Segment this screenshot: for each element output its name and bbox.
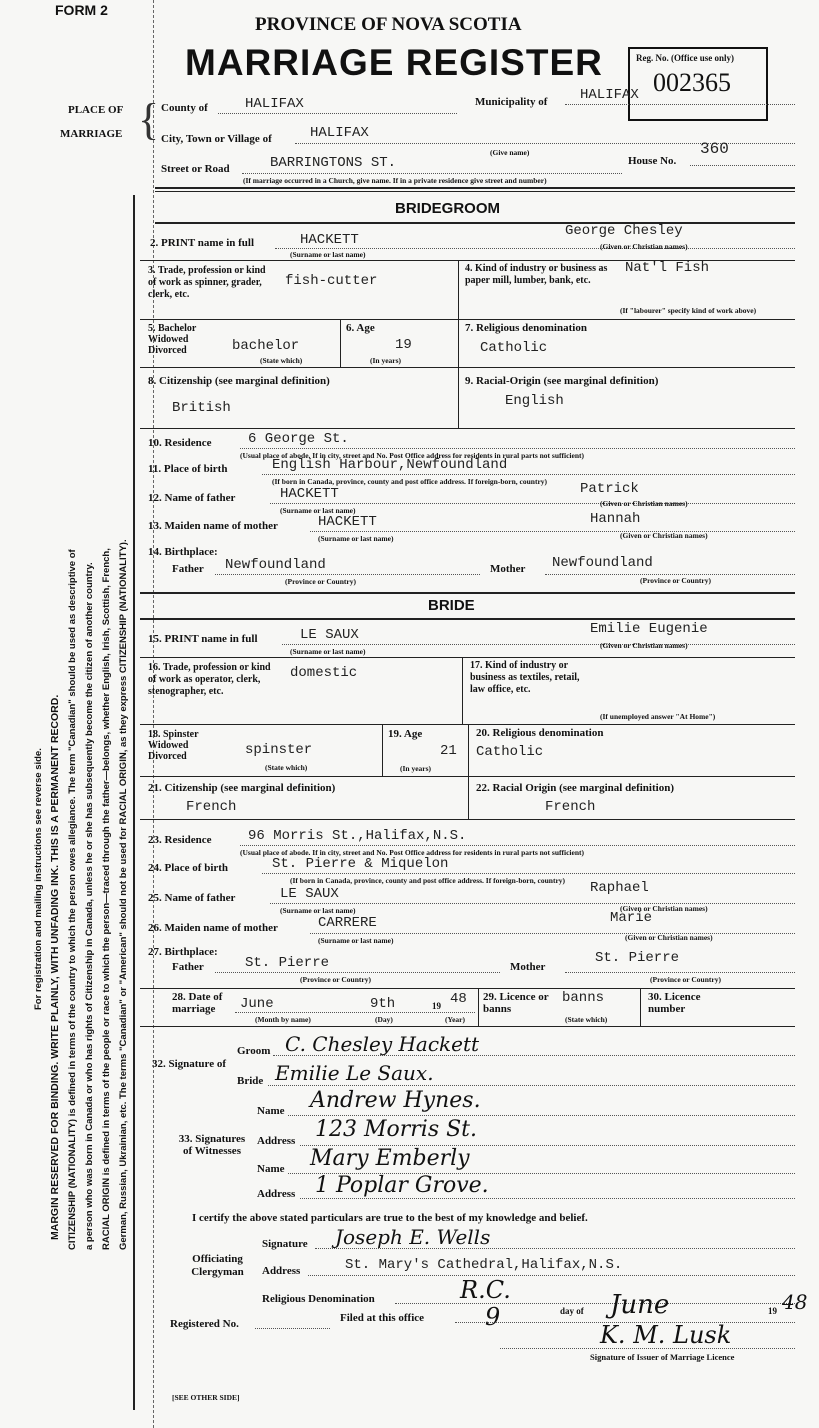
- licence-banns-label: 29. Licence or banns: [483, 991, 549, 1015]
- bride-mother-given: Marie: [610, 910, 653, 926]
- age-label: 6. Age: [346, 322, 375, 334]
- father-label: 12. Name of father: [148, 492, 236, 504]
- note: (Usual place of abode. If in city, street and No. Post Office address for residents in rural parts not sufficient): [240, 451, 585, 460]
- reg-number: 002365: [653, 68, 731, 97]
- filed-year: 48: [782, 1290, 808, 1314]
- citizenship-label: 21. Citizenship (see marginal definition): [148, 782, 336, 794]
- filed-year-prefix: 19: [768, 1306, 777, 1316]
- clergyman-label: Officiating Clergyman: [191, 1253, 244, 1278]
- clergy-signature-label: Signature: [262, 1238, 308, 1250]
- trade-label: 3. Trade, profession or kind of work as spinner, grader, clerk, etc.: [148, 265, 266, 300]
- bride-surname: LE SAUX: [300, 627, 359, 643]
- bride-citizenship: French: [186, 799, 237, 815]
- margin-note: For registration and mailing instructions see reverse side.: [33, 748, 44, 1010]
- year-prefix: 19: [432, 1001, 441, 1011]
- marriage-year: 48: [450, 991, 467, 1007]
- signature-label: 32. Signature of: [151, 1058, 227, 1070]
- groom-citizenship: British: [172, 400, 231, 416]
- note: (Usual place of abode. If in city, street and No. Post Office address for residents in rural parts not sufficient): [240, 848, 585, 857]
- city-value: HALIFAX: [310, 125, 369, 141]
- note: (Given or Christian names): [600, 499, 688, 508]
- note: (Surname or last name): [280, 506, 356, 515]
- marital-status-label: 5. Bachelor Widowed Divorced: [148, 323, 197, 356]
- groom-given: George Chesley: [565, 223, 683, 239]
- mother-bp-label: Mother: [490, 563, 526, 575]
- section-bridegroom: BRIDEGROOM: [395, 200, 500, 217]
- note: (In years): [370, 356, 402, 365]
- groom-father-given: Patrick: [580, 481, 639, 497]
- marriage-day: 9th: [370, 996, 396, 1012]
- bride-father-given: Raphael: [590, 880, 649, 896]
- birthplace-parents-label: 14. Birthplace:: [148, 546, 218, 558]
- county-value: HALIFAX: [245, 96, 304, 112]
- city-label: City, Town or Village of: [161, 133, 272, 145]
- groom-mother-birthplace: Newfoundland: [552, 555, 653, 571]
- margin-note: CITIZENSHIP (NATIONALITY) is defined in terms of the country to which the person owes allegiance. The term "Canadian" should be used as descriptive of: [67, 549, 78, 1250]
- mother-bp-label: Mother: [510, 961, 546, 973]
- groom-status: bachelor: [232, 338, 300, 354]
- mother-label: 13. Maiden name of mother: [148, 520, 278, 532]
- bride-label: Bride: [237, 1075, 264, 1087]
- note: (Province or Country): [640, 576, 711, 585]
- groom-name-label: 2. PRINT name in full: [150, 237, 255, 249]
- note: (Given or Christian names): [620, 904, 708, 913]
- note: (State which): [265, 763, 308, 772]
- bride-given: Emilie Eugenie: [590, 621, 708, 637]
- groom-father-birthplace: Newfoundland: [225, 557, 326, 573]
- margin-notes: [30, 250, 132, 1250]
- bride-status: spinster: [245, 742, 313, 758]
- origin-label: 9. Racial-Origin (see marginal definition): [465, 375, 659, 387]
- groom-father-surname: HACKETT: [280, 486, 339, 502]
- witness2-name: Mary Emberly: [310, 1146, 470, 1171]
- birthplace-label: 24. Place of birth: [148, 862, 229, 874]
- bride-trade: domestic: [290, 665, 358, 681]
- note: (Surname or last name): [280, 906, 356, 915]
- note: (In years): [400, 764, 432, 773]
- groom-mother-surname: HACKETT: [318, 514, 377, 530]
- house-label: House No.: [628, 155, 677, 167]
- religion-label: 20. Religious denomination: [476, 727, 604, 739]
- clergy-address-label: Address: [262, 1265, 301, 1277]
- groom-residence: 6 George St.: [248, 431, 349, 447]
- note: (Day): [375, 1015, 393, 1024]
- bride-name-label: 15. PRINT name in full: [148, 633, 258, 645]
- bride-residence: 96 Morris St.,Halifax,N.S.: [248, 828, 467, 844]
- residence-label: 10. Residence: [148, 437, 212, 449]
- marriage-month: June: [240, 996, 274, 1012]
- witness-name-label: Name: [257, 1163, 285, 1175]
- bride-signature: Emilie Le Saux.: [275, 1061, 434, 1085]
- margin-note: a person who was born in Canada or who has rights of Citizenship in Canada, unless he or she has subsequently become the citizen of another country.: [84, 562, 95, 1250]
- issuer-signature: K. M. Lusk: [600, 1321, 732, 1349]
- father-label: 25. Name of father: [148, 892, 236, 904]
- clergy-address: St. Mary's Cathedral,Halifax,N.S.: [345, 1257, 623, 1273]
- groom-religion: Catholic: [480, 340, 548, 356]
- witnesses-label: 33. Signatures of Witnesses: [178, 1133, 246, 1157]
- groom-signature: C. Chesley Hackett: [285, 1032, 480, 1056]
- bride-mother-birthplace: St. Pierre: [595, 950, 680, 966]
- groom-birthplace: English Harbour,Newfoundland: [272, 457, 508, 473]
- filed-label: Filed at this office: [340, 1312, 425, 1324]
- witness2-address: 1 Poplar Grove.: [315, 1173, 489, 1198]
- note: (Surname or last name): [318, 534, 394, 543]
- witness1-address: 123 Morris St.: [315, 1117, 478, 1142]
- birthplace-label: 11. Place of birth: [148, 463, 228, 475]
- witness1-name: Andrew Hynes.: [310, 1088, 481, 1113]
- denomination-value: R.C.: [460, 1276, 511, 1304]
- witness-name-label: Name: [257, 1105, 285, 1117]
- brace-decoration: {: [138, 95, 160, 144]
- place-label: PLACE OF: [68, 104, 124, 116]
- issuer-label: Signature of Issuer of Marriage Licence: [590, 1352, 735, 1362]
- note: (State which): [260, 356, 303, 365]
- bride-father-surname: LE SAUX: [280, 886, 339, 902]
- margin-note: RACIAL ORIGIN is defined in terms of the people or race to which the person—traced through the father—belongs, whether English, Irish, Scottish, French,: [101, 548, 112, 1250]
- groom-mother-given: Hannah: [590, 511, 641, 527]
- note: (If unemployed answer "At Home"): [600, 712, 716, 721]
- mother-label: 26. Maiden name of mother: [148, 922, 278, 934]
- licence-type: banns: [562, 990, 605, 1006]
- street-note: (If marriage occurred in a Church, give name. If in a private residence give street and number): [243, 176, 547, 185]
- reg-label: Reg. No. (Office use only): [636, 53, 734, 63]
- note: (Given or Christian names): [600, 641, 688, 650]
- give-name-note: (Give name): [490, 148, 530, 157]
- note: (Surname or last name): [290, 250, 366, 259]
- bride-birthplace: St. Pierre & Miquelon: [272, 856, 449, 872]
- trade-label: 16. Trade, profession or kind of work as operator, clerk, stenographer, etc.: [148, 662, 271, 697]
- margin-note: German, Russian, Ukrainian, etc. The terms "Canadian" or "American" should not be used for RACIAL ORIGIN, as they express CITIZENSHIP (NATIONALITY).: [118, 539, 129, 1250]
- age-label: 19. Age: [388, 728, 423, 740]
- see-other-side: [SEE OTHER SIDE]: [172, 1393, 240, 1402]
- clergy-signature: Joseph E. Wells: [335, 1225, 491, 1249]
- note: (State which): [565, 1015, 608, 1024]
- municipality-label: Municipality of: [475, 96, 548, 108]
- page-title: MARRIAGE REGISTER: [185, 42, 603, 83]
- groom-age: 19: [395, 337, 412, 353]
- residence-label: 23. Residence: [148, 834, 212, 846]
- registered-no-label: Registered No.: [170, 1318, 239, 1330]
- section-bride: BRIDE: [428, 597, 475, 614]
- filed-month: June: [610, 1290, 670, 1320]
- groom-industry: Nat'l Fish: [625, 260, 710, 276]
- filed-day: 9: [485, 1303, 501, 1331]
- certification-text: I certify the above stated particulars are true to the best of my knowledge and belief.: [192, 1212, 588, 1224]
- citizenship-label: 8. Citizenship (see marginal definition): [148, 375, 330, 387]
- note: (Year): [445, 1015, 465, 1024]
- licence-number-label: 30. Licence number: [648, 991, 701, 1015]
- province-title: PROVINCE OF NOVA SCOTIA: [255, 14, 522, 35]
- note: (If born in Canada, province, county and post office address. If foreign-born, country): [272, 477, 548, 486]
- groom-trade: fish-cutter: [285, 273, 378, 289]
- note: (Surname or last name): [290, 647, 366, 656]
- note: (Province or Country): [285, 577, 356, 586]
- industry-label: 17. Kind of industry or business as textiles, retail, law office, etc.: [470, 660, 580, 695]
- groom-label: Groom: [237, 1045, 271, 1057]
- margin-note: MARGIN RESERVED FOR BINDING. WRITE PLAINLY, WITH UNFADING INK. THIS IS A PERMANENT RECORD.: [49, 694, 61, 1240]
- note: (Surname or last name): [318, 936, 394, 945]
- father-bp-label: Father: [172, 563, 204, 575]
- note: (Province or Country): [300, 975, 371, 984]
- note: (Given or Christian names): [620, 531, 708, 540]
- origin-label: 22. Racial Origin (see marginal definition): [476, 782, 674, 794]
- marital-status-label: 18. Spinster Widowed Divorced: [148, 729, 199, 762]
- groom-origin: English: [505, 393, 564, 409]
- bride-father-birthplace: St. Pierre: [245, 955, 330, 971]
- religion-label: 7. Religious denomination: [465, 322, 587, 334]
- denomination-label: Religious Denomination: [262, 1293, 375, 1305]
- groom-surname: HACKETT: [300, 232, 359, 248]
- note: (Month by name): [255, 1015, 311, 1024]
- note: (If "labourer" specify kind of work above): [620, 306, 757, 315]
- bride-age: 21: [440, 743, 457, 759]
- street-label: Street or Road: [161, 163, 230, 175]
- industry-label: 4. Kind of industry or business as paper mill, lumber, bank, etc.: [465, 263, 608, 286]
- birthplace-parents-label: 27. Birthplace:: [148, 946, 218, 958]
- note: (Given or Christian names): [625, 933, 713, 942]
- bride-mother-surname: CARRERE: [318, 915, 377, 931]
- day-of-label: day of: [560, 1306, 584, 1316]
- date-label: 28. Date of marriage: [172, 991, 223, 1015]
- form-number: FORM 2: [55, 2, 108, 18]
- municipality-value: HALIFAX: [580, 87, 639, 103]
- place-label: MARRIAGE: [60, 128, 123, 140]
- house-value: 360: [700, 140, 729, 158]
- note: (If born in Canada, province, county and post office address. If foreign-born, country): [290, 876, 566, 885]
- witness-address-label: Address: [257, 1135, 296, 1147]
- note: (Given or Christian names): [600, 242, 688, 251]
- note: (Province or Country): [650, 975, 721, 984]
- witness-address-label: Address: [257, 1188, 296, 1200]
- bride-religion: Catholic: [476, 744, 544, 760]
- bride-origin: French: [545, 799, 596, 815]
- county-label: County of: [161, 102, 208, 114]
- street-value: BARRINGTONS ST.: [270, 155, 397, 171]
- father-bp-label: Father: [172, 961, 204, 973]
